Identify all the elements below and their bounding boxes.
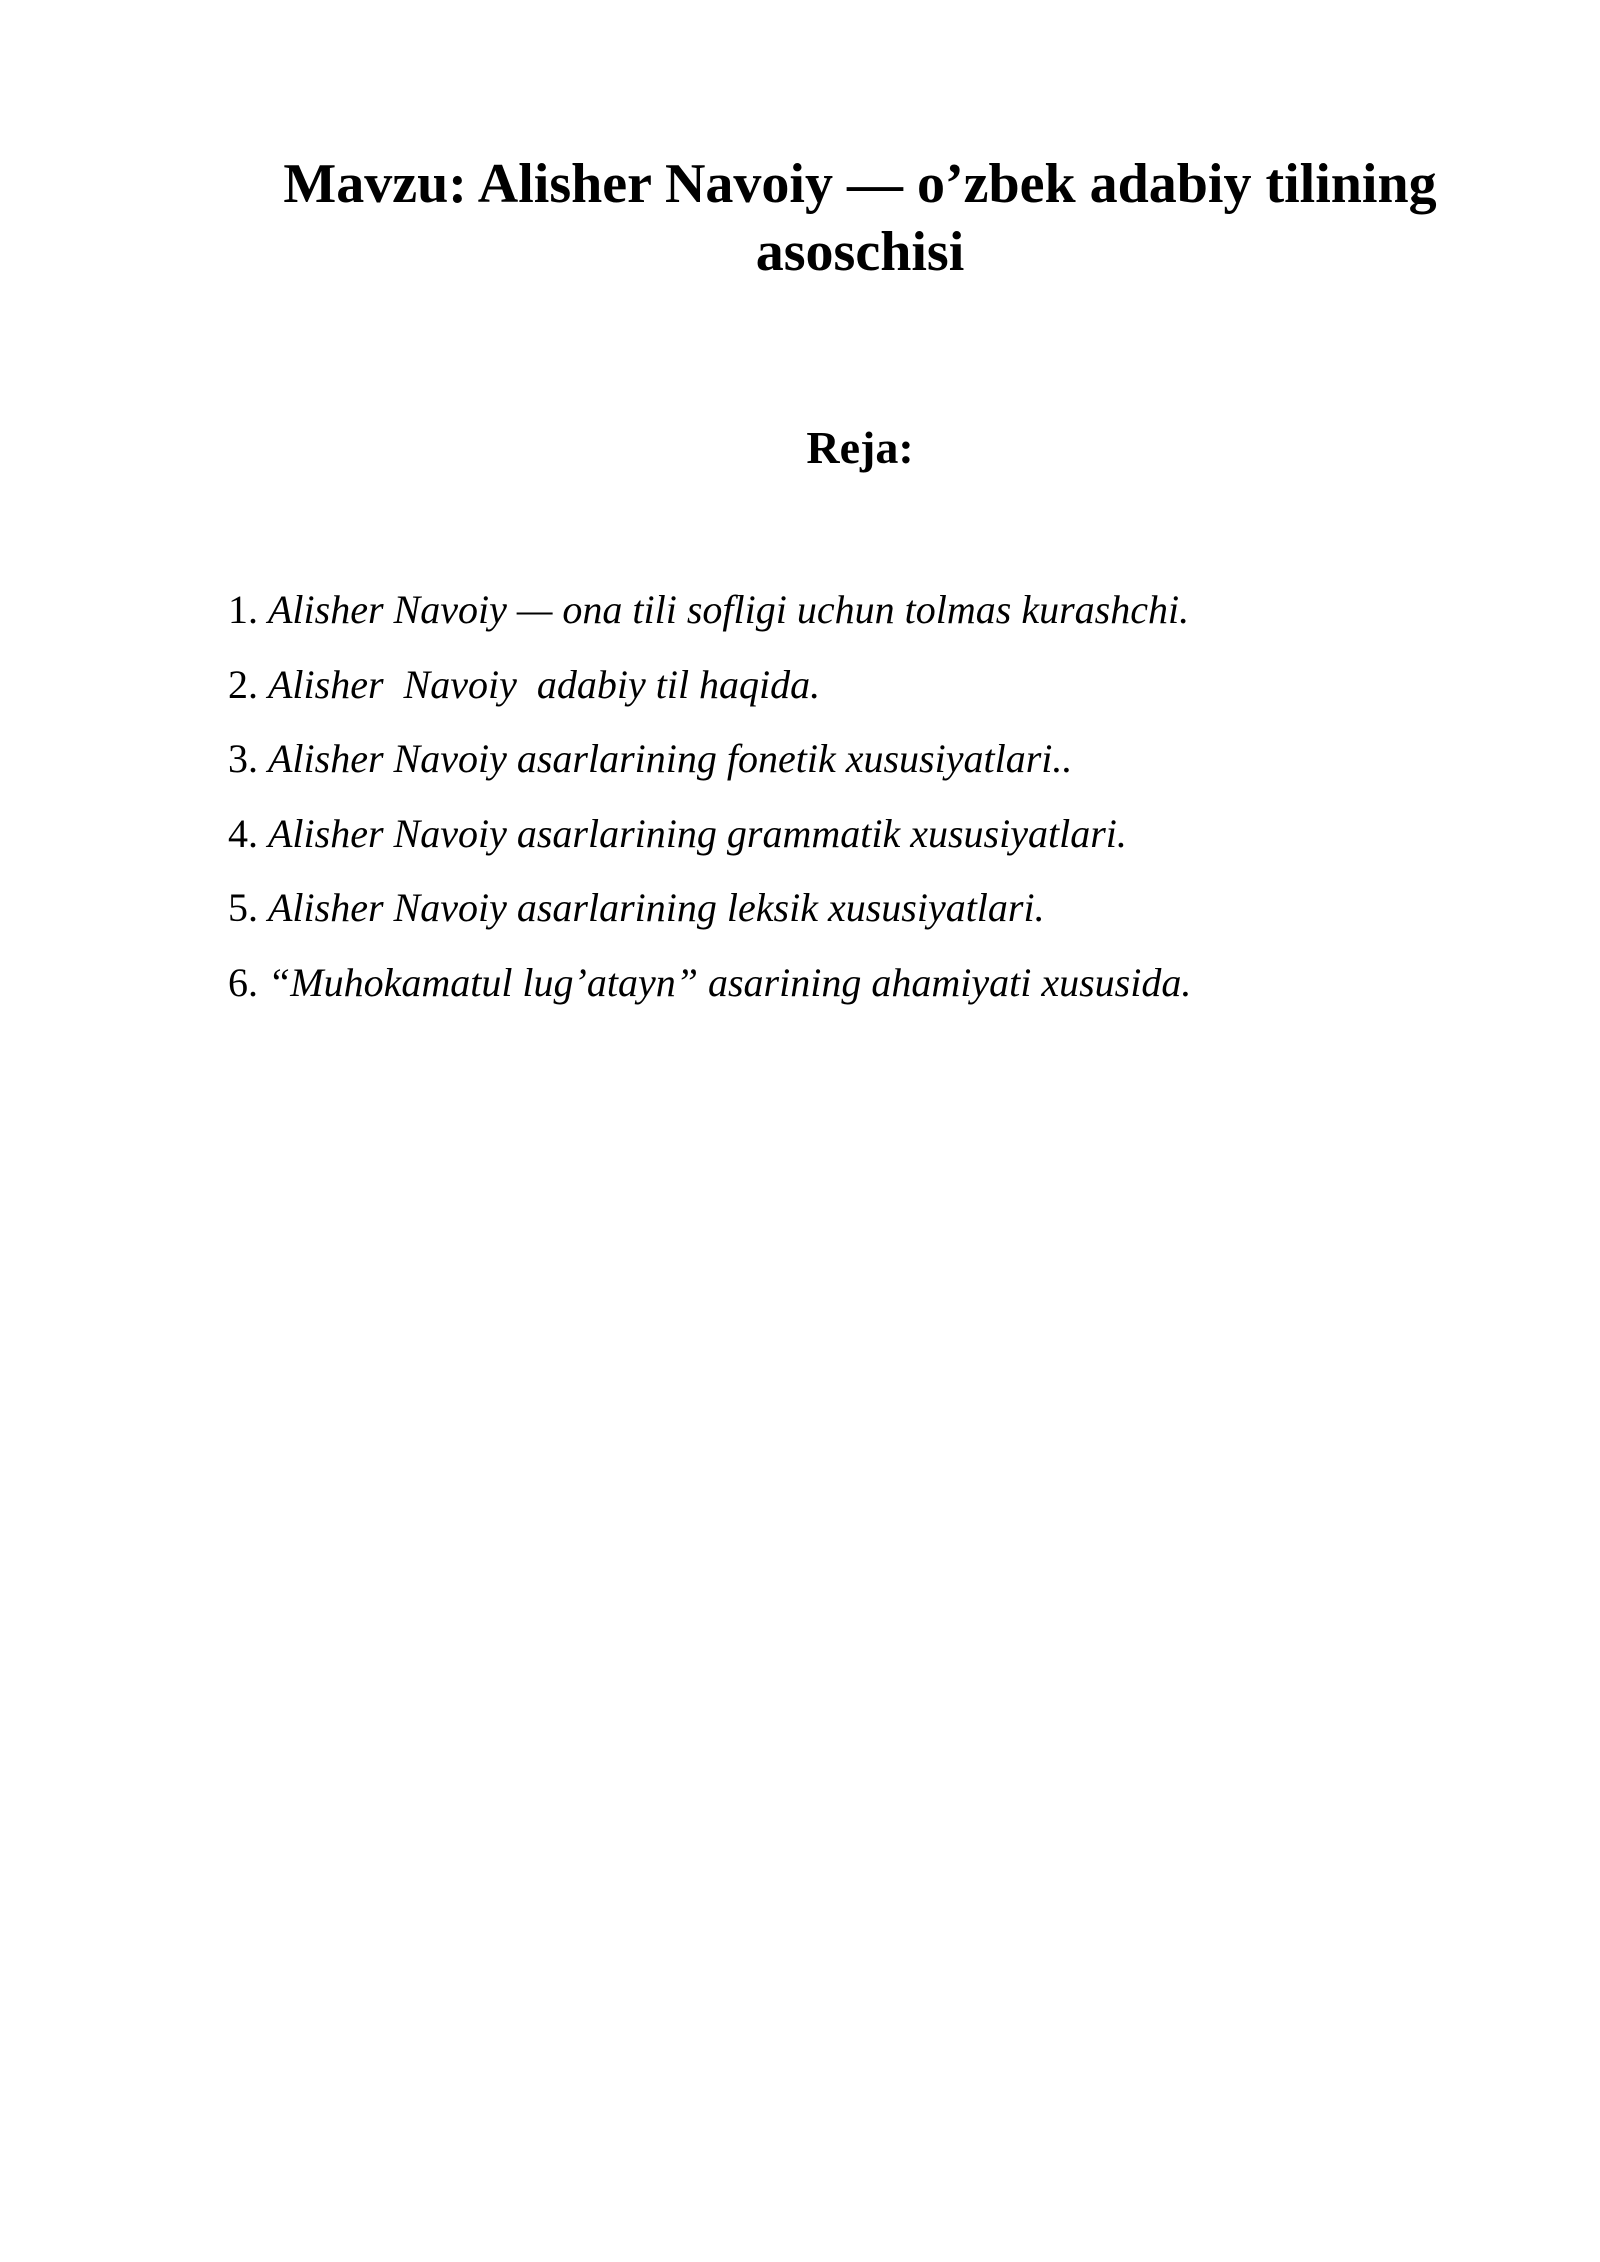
list-item bbox=[228, 958, 1428, 1008]
plan-list bbox=[228, 585, 1428, 1032]
list-item-text: Alisher Navoiy asarlarining fonetik xususiyatlari.. bbox=[268, 736, 1073, 781]
list-item-number: 1. bbox=[228, 587, 258, 632]
list-item bbox=[228, 734, 1428, 784]
document-title bbox=[230, 150, 1490, 286]
list-item-text: Alisher Navoiy adabiy til haqida. bbox=[268, 661, 821, 707]
list-item-text: Alisher Navoiy — ona tili sofligi uchun tolmas kurashchi. bbox=[268, 587, 1190, 632]
list-item-text: Alisher Navoiy asarlarining leksik xususiyatlari. bbox=[268, 885, 1045, 930]
list-item bbox=[228, 660, 1428, 710]
list-item bbox=[228, 809, 1428, 859]
list-item bbox=[228, 883, 1428, 933]
list-item-number: 5. bbox=[228, 885, 258, 930]
list-item-number: 6. bbox=[228, 959, 258, 1005]
title-line-2: asoschisi bbox=[755, 221, 965, 283]
list-item-text: “Muhokamatul lug’atayn” asarining ahamiyati xususida. bbox=[268, 959, 1192, 1005]
list-item-number: 4. bbox=[228, 810, 258, 856]
list-item-number: 2. bbox=[228, 661, 258, 707]
list-item-text: Alisher Navoiy asarlarining grammatik xususiyatlari. bbox=[268, 810, 1127, 856]
plan-heading: Reja: bbox=[806, 422, 914, 473]
list-item-number: 3. bbox=[228, 736, 258, 781]
title-line-1: Mavzu: Alisher Navoiy — o’zbek adabiy tilining bbox=[283, 153, 1437, 215]
list-item bbox=[228, 585, 1428, 635]
